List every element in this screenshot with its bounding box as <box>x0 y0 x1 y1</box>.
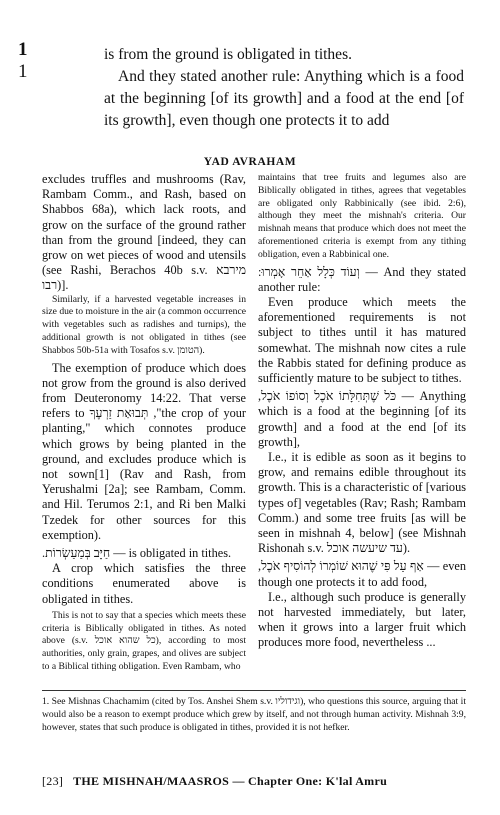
right-lemma-1: :וְעוֹד כְּלָל אַחֵר אָמְרוּ — And they stated another rule: <box>258 264 466 294</box>
left-para-1: excludes truffles and mushrooms (Rav, Rambam Comm., and Rash, based on Shabbos 68a), which lack roots, and grow on the surface of the ground rather than from the ground [indeed, they can grow on wet pieces of wood and utensils (see Rashi, Berachos 40b s.v. מירבא רבו)]. <box>42 172 246 293</box>
left-para-3: The exemption of produce which does not grow from the ground is also derived from Deuteronomy 14:22. That verse refers to תְּבוּאַת זַרְעֶךָ ,"the crop of your planting," which connotes produce which grows by being planted in the ground, and excludes produce which is not sown[1] (Rav and Rash, from Yerushalmi [2a]; see Rambam, Comm. and Hil. Terumos 2:1, and Ri ben Malki Tzedek for other sources for this exemption). <box>42 360 246 542</box>
left-para-2: Similarly, if a harvested vegetable increases in size due to moisture in the air (a common occurrence with vegetables such as radishes and turnips), the additional growth is not obligated in tithes (see Shabbos 50b-51a with Tosafos s.v. הטומן). <box>42 293 246 356</box>
footnote: 1. See Mishnas Chachamim (cited by Tos. Anshei Shem s.v. וגידוליו), who questions this source, arguing that it would also be a reason to exempt produce which grew by itself, and not through human activity. Mishnah 3:9, however, states that such produce is obligated in tithes, provided it is not hefker. <box>42 696 466 733</box>
mishnah-line-1: is from the ground is obligated in tithes. <box>104 46 352 63</box>
page-footer <box>42 774 387 789</box>
running-head: YAD AVRAHAM <box>203 156 297 168</box>
right-para-5: I.e., it is edible as soon as it begins to grow, and remains edible throughout its growth. This is a characteristic of [various types of] vegetables (Rav; Rash; Rambam Comm.) and some tree fruits [as will be seen in mishnah 4, below] (see Mishnah Rishonah s.v. עד שיעשה אוכל). <box>258 450 466 556</box>
right-lemma-3: ,אַף עַל פִּי שֶׁהוּא שׁוֹמְרוֹ לְהוֹסִיף אֹכֶל — even though one protects it to add food, <box>258 559 466 589</box>
left-para-6: This is not to say that a species which meets these criteria is Biblically obligated in tithes. As noted above (s.v. כל שהוא אוכל), according to most authorities, only grain, grapes, and olives are subject to a Biblical tithing obligation. Even Rambam, who <box>42 609 247 673</box>
right-para-7: I.e., although such produce is generally not harvested immediately, but later, when it grows into a larger fruit which produces more food, nevertheless ... <box>258 589 466 650</box>
mishnah-number: 1 <box>18 61 28 82</box>
mishnah-paragraph-2: And they stated another rule: Anything which is a food at the beginning [of its growth] and a food at the end [of its growth], even though one protects it to add <box>104 68 464 129</box>
right-lemma-2: ,כֹּל שֶׁתְּחִלָּתוֹ אֹכֶל וְסוֹפוֹ אֹכֶל — Anything which is a food at the beginning [of its growth] and a food at the end [of its growth], <box>258 389 466 449</box>
mishnah-text <box>104 44 464 132</box>
left-lemma: .חַיָּב בְּמַעַשְׂרוֹת — is obligated in tithes. <box>42 546 232 561</box>
right-para-1: maintains that tree fruits and legumes also are Biblically obligated in tithes, agrees that vegetables are obligated only Rabbinically (see ibid. 2:6), although they meet the mishnah's criteria. Our mishnah means that produce which does not meet the aforementioned criteria is exempt from any tithing obligation, even a Rabbinical one. <box>258 172 466 260</box>
footnote-divider <box>42 690 466 691</box>
left-para-5: A crop which satisfies the three conditions enumerated above is obligated in tithes. <box>42 561 246 606</box>
commentary-right-column <box>258 172 466 651</box>
right-para-3: Even produce which meets the aforementioned requirements is not subject to tithes until it has matured somewhat. The mishnah now cites a rule the Rabbis stated for defining produce as sufficiently mature to be subject to tithes. <box>258 294 466 385</box>
page-number: [23] <box>42 774 64 788</box>
chapter-number: 1 <box>18 39 28 60</box>
book-title: THE MISHNAH/MAASROS — Chapter One: K'lal Amru <box>73 774 388 788</box>
commentary-left-column <box>42 172 246 674</box>
